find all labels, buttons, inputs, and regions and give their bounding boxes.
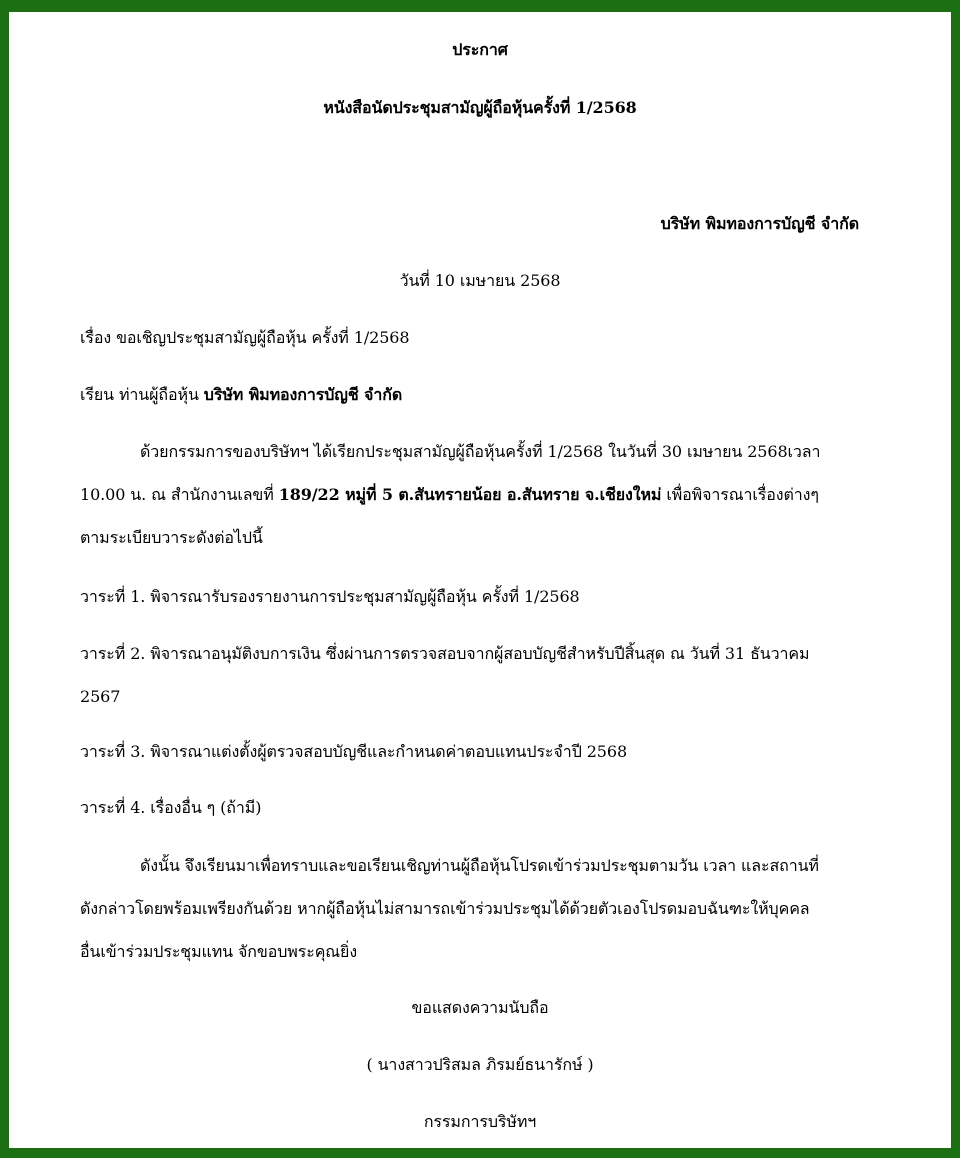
company-name: บริษัท พิมทองการบัญชี จำกัด — [660, 214, 859, 233]
closing-line-3: อื่นเข้าร่วมประชุมแทน จักขอบพระคุณยิ่ง — [80, 942, 358, 961]
signatory-name: ( นางสาวปริสมล ภิรมย์ธนารักษ์ ) — [366, 1055, 594, 1074]
agenda-item-4: วาระที่ 4. เรื่องอื่น ๆ (ถ้ามี) — [80, 798, 262, 817]
signatory-position: กรรมการบริษัทฯ — [423, 1112, 537, 1131]
intro-line-3: ตามระเบียบวาระดังต่อไปนี้ — [80, 528, 263, 547]
agenda-item-3: วาระที่ 3. พิจารณาแต่งตั้งผู้ตรวจสอบบัญชีและกำหนดค่าตอบแทนประจำปี 2568 — [80, 742, 628, 761]
closing-line-1: ดังนั้น จึงเรียนมาเพื่อทราบและขอเรียนเชิญท่านผู้ถือหุ้นโปรดเข้าร่วมประชุมตามวัน เวลา และสถานที่ — [140, 856, 819, 875]
intro-time-location: 10.00 น. ณ สำนักงานเลขที่ — [80, 485, 279, 504]
document-page — [9, 12, 951, 1148]
intro-purpose: เพื่อพิจารณาเรื่องต่างๆ — [661, 485, 819, 504]
closing-line-2: ดังกล่าวโดยพร้อมเพรียงกันด้วย หากผู้ถือหุ้นไม่สามารถเข้าร่วมประชุมได้ด้วยตัวเองโปรดมอบฉันฑะให้บุคคล — [80, 899, 810, 918]
document-title: ประกาศ — [452, 40, 508, 59]
meeting-address: 189/22 หมู่ที่ 5 ต.สันทรายน้อย อ.สันทราย จ.เชียงใหม่ — [278, 485, 662, 504]
signature-regards: ขอแสดงความนับถือ — [411, 998, 549, 1017]
addressee-company: บริษัท พิมทองการบัญชี จำกัด — [203, 385, 403, 404]
agenda-item-1: วาระที่ 1. พิจารณารับรองรายงานการประชุมสามัญผู้ถือหุ้น ครั้งที่ 1/2568 — [80, 587, 580, 606]
addressee-line — [80, 384, 402, 406]
intro-line-2 — [80, 484, 819, 506]
agenda-item-2-continued: 2567 — [80, 687, 121, 706]
document-date: วันที่ 10 เมษายน 2568 — [399, 271, 561, 290]
document-subtitle: หนังสือนัดประชุมสามัญผู้ถือหุ้นครั้งที่ 1/2568 — [323, 98, 637, 117]
addressee-prefix: เรียน ท่านผู้ถือหุ้น — [80, 385, 204, 404]
agenda-item-2: วาระที่ 2. พิจารณาอนุมัติงบการเงิน ซึ่งผ่านการตรวจสอบจากผู้สอบบัญชีสำหรับปีสิ้นสุด ณ วันที่ 31 ธันวาคม — [80, 644, 810, 663]
intro-line-1: ด้วยกรรมการของบริษัทฯ ได้เรียกประชุมสามัญผู้ถือหุ้นครั้งที่ 1/2568 ในวันที่ 30 เมษายน 2568เวลา — [140, 442, 821, 461]
subject-line: เรื่อง ขอเชิญประชุมสามัญผู้ถือหุ้น ครั้งที่ 1/2568 — [80, 328, 410, 347]
